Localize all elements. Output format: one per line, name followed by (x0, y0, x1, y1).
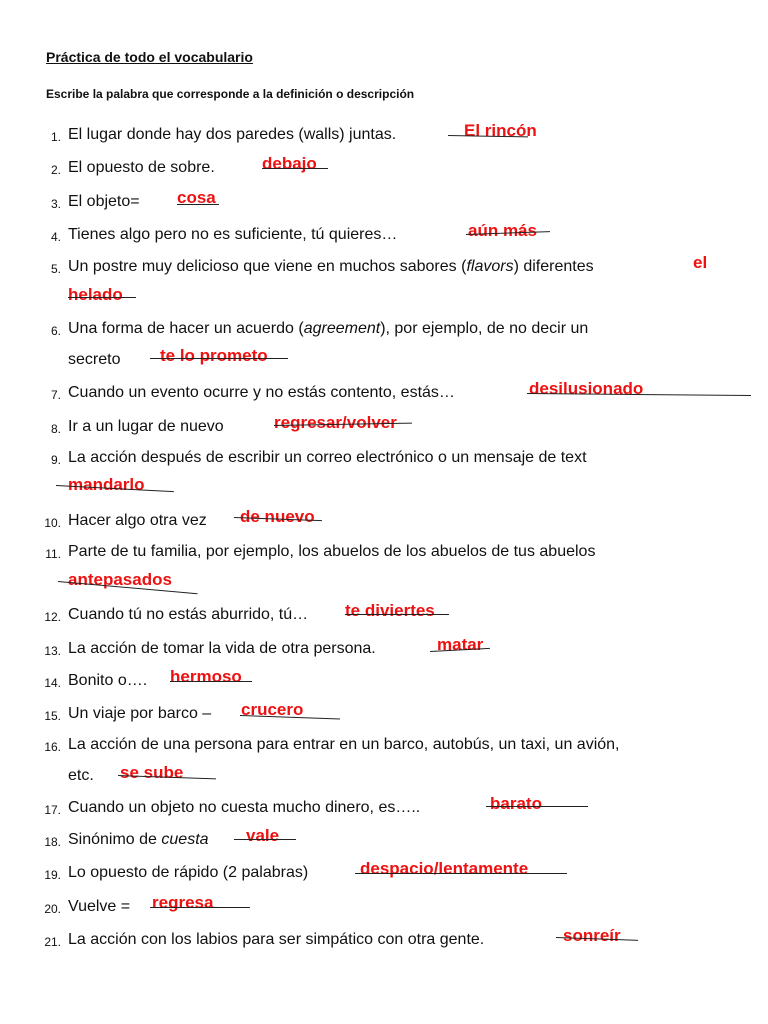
question-number: 18. (44, 835, 61, 849)
question-16 (0, 734, 768, 792)
question-text: El objeto= (68, 193, 140, 210)
question-text: El lugar donde hay dos paredes (walls) juntas. (68, 126, 397, 143)
question-text: Cuando tú no estás aburrido, tú… (68, 606, 309, 623)
answer: mandarlo (68, 475, 145, 494)
question-text: Una forma de hacer un acuerdo (agreement), por ejemplo, de no decir un (68, 320, 589, 337)
question-text: La acción después de escribir un correo electrónico o un mensaje de text (68, 449, 587, 466)
question-number: 20. (44, 902, 61, 916)
question-number: 5. (50, 262, 61, 276)
question-text: Vuelve = (68, 898, 131, 915)
question-text: Bonito o…. (68, 672, 148, 689)
question-5 (0, 253, 768, 314)
question-text: El opuesto de sobre. (68, 159, 215, 176)
answer: despacio/lentamente (360, 859, 529, 878)
answer: cosa (177, 188, 216, 207)
question-text-continued: secreto (68, 351, 121, 368)
question-17 (0, 794, 768, 825)
answer-continued: helado (68, 285, 123, 304)
question-number: 9. (50, 453, 61, 467)
question-21 (0, 926, 768, 957)
question-10 (0, 507, 768, 538)
question-4 (0, 221, 768, 252)
answer: desilusionado (529, 379, 644, 398)
answer: regresa (152, 893, 214, 912)
question-number: 13. (44, 644, 61, 658)
answer: El rincón (464, 121, 537, 140)
question-text: Un viaje por barco – (68, 705, 212, 722)
question-text: Cuando un objeto no cuesta mucho dinero, es….. (68, 799, 421, 816)
question-number: 3. (50, 197, 61, 211)
question-text: La acción de una persona para entrar en un barco, autobús, un taxi, un avión, (68, 736, 620, 753)
answer: te diviertes (345, 601, 435, 620)
question-text-continued: etc. (68, 767, 94, 784)
question-15 (0, 700, 768, 731)
answer: aún más (468, 221, 537, 240)
pen-stroke (234, 839, 296, 840)
question-8 (0, 413, 768, 444)
question-text: La acción con los labios para ser simpático con otra gente. (68, 931, 485, 948)
answer: antepasados (68, 570, 172, 589)
answer: te lo prometo (160, 346, 268, 365)
answer: regresar/volver (274, 413, 397, 432)
pen-stroke (177, 204, 219, 205)
question-number: 11. (45, 547, 61, 561)
question-number: 10. (44, 516, 61, 530)
answer: debajo (262, 154, 317, 173)
question-number: 16. (44, 740, 61, 754)
question-14 (0, 667, 768, 698)
question-19 (0, 859, 768, 890)
question-text: Ir a un lugar de nuevo (68, 418, 224, 435)
question-18 (0, 826, 768, 857)
answer: sonreír (563, 926, 621, 945)
answer: hermoso (170, 667, 242, 686)
question-number: 4. (50, 230, 61, 244)
question-20 (0, 893, 768, 924)
question-text: Hacer algo otra vez (68, 512, 207, 529)
question-text: Parte de tu familia, por ejemplo, los abuelos de los abuelos de tus abuelos (68, 543, 596, 560)
pen-stroke (486, 806, 588, 807)
answer: de nuevo (240, 507, 315, 526)
question-number: 8. (50, 422, 61, 436)
question-text: Sinónimo de cuesta (68, 831, 209, 848)
pen-stroke (345, 614, 449, 615)
answer: crucero (241, 700, 304, 719)
question-number: 19. (44, 868, 61, 882)
question-number: 15. (44, 709, 61, 723)
question-number: 14. (44, 676, 61, 690)
question-text: Tienes algo pero no es suficiente, tú quieres… (68, 226, 398, 243)
question-3 (0, 188, 768, 219)
question-text: Un postre muy delicioso que viene en muchos sabores (flavors) diferentes (68, 258, 594, 275)
page-title: Práctica de todo el vocabulario (46, 49, 253, 65)
question-12 (0, 601, 768, 632)
question-number: 17. (44, 803, 61, 817)
question-11 (0, 541, 768, 599)
pen-stroke (68, 297, 136, 298)
pen-stroke (355, 873, 567, 874)
question-number: 12. (44, 610, 61, 624)
question-2 (0, 154, 768, 185)
question-text: La acción de tomar la vida de otra persona. (68, 640, 376, 657)
question-9 (0, 447, 768, 505)
question-number: 7. (50, 388, 61, 402)
pen-stroke (150, 358, 288, 359)
question-13 (0, 635, 768, 666)
pen-stroke (150, 907, 250, 908)
question-number: 21. (44, 935, 61, 949)
question-number: 6. (50, 324, 61, 338)
answer: vale (246, 826, 280, 845)
question-text: Lo opuesto de rápido (2 palabras) (68, 864, 309, 881)
question-6 (0, 318, 768, 376)
question-number: 1. (50, 130, 61, 144)
answer: barato (490, 794, 542, 813)
question-text: Cuando un evento ocurre y no estás contento, estás… (68, 384, 455, 401)
question-7 (0, 379, 768, 410)
answer: se sube (120, 763, 184, 782)
answer: matar (437, 635, 484, 654)
instructions: Escribe la palabra que corresponde a la definición o descripción (46, 87, 415, 101)
question-1 (0, 121, 768, 152)
answer: el (693, 253, 708, 272)
pen-stroke (262, 168, 328, 169)
question-number: 2. (50, 163, 61, 177)
pen-stroke (170, 681, 252, 682)
